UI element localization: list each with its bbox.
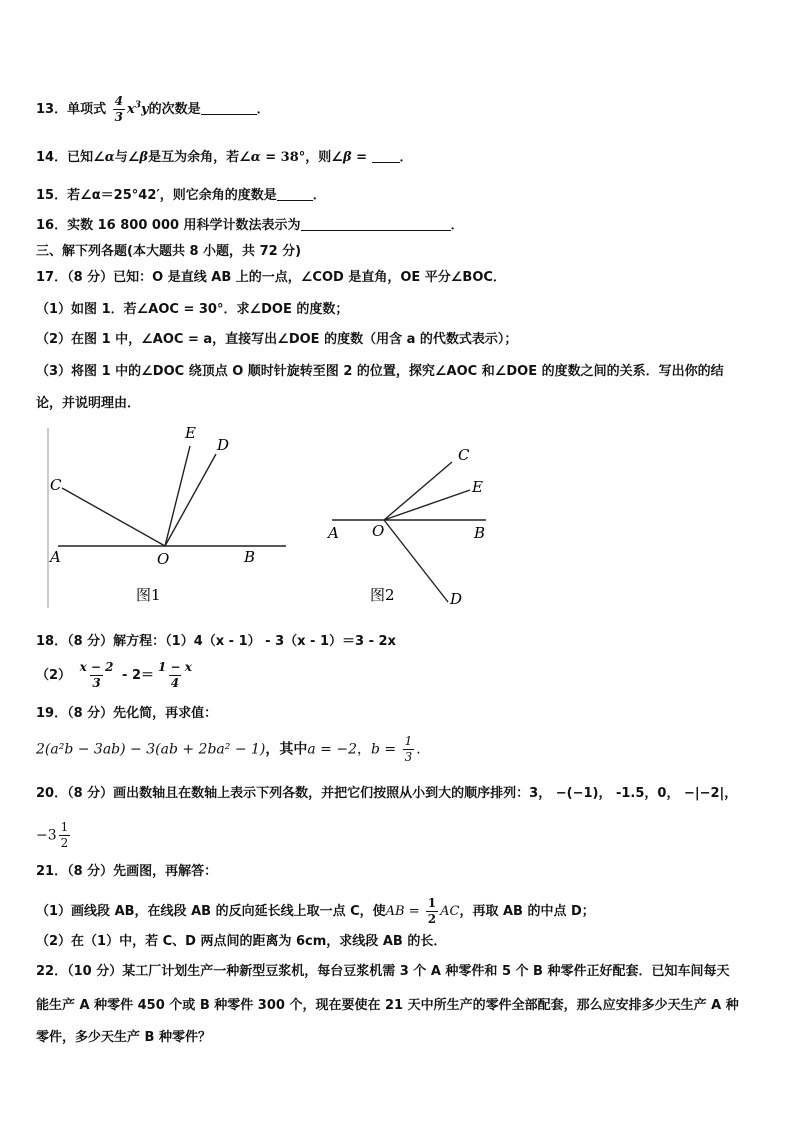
label-O: O (372, 522, 385, 540)
label-C: C (458, 446, 470, 464)
figure-caption: 图1 (136, 586, 161, 604)
question-18-part2: （2） $\frac{x - 2}{3}$ - 2＝ $\frac{1 - x}{4}$ (36, 660, 192, 690)
question-17-part2: （2）在图 1 中，∠AOC = a，直接写出∠DOE 的度数（用含 a 的代数式表示）； (36, 332, 518, 347)
question-20-mixed-number: −3 $\frac{1}{2}$ (36, 820, 69, 850)
question-22-line1: 22．（10 分）某工厂计划生产一种新型豆浆机，每台豆浆机需 3 个 A 种零件和 5 个 B 种零件正好配套．已知车间每天 (36, 964, 730, 979)
figure-1 (40, 420, 290, 610)
question-17-part3: （3）将图 1 中的∠DOC 绕顶点 O 顺时针旋转至图 2 的位置，探究∠AOC 和∠DOE 的度数之间的关系．写出你的结 (36, 364, 724, 379)
fraction: $\frac{x - 2}{3}$ (79, 660, 114, 690)
label-O: O (157, 550, 170, 568)
label-A: A (328, 524, 339, 542)
figure-caption: 图2 (370, 586, 395, 604)
question-19-expression: 2(a²b − 3ab) − 3(ab + 2ba² − 1)，其中a = −2，b = $\frac{1}{3}$ ． (36, 734, 431, 764)
label-B: B (474, 524, 486, 542)
question-21-part2: （2）在（1）中，若 C、D 两点间的距离为 6cm，求线段 AB 的长． (36, 934, 447, 949)
fraction: $\frac{1}{3}$ (404, 734, 413, 764)
question-22-line2: 能生产 A 种零件 450 个或 B 种零件 300 个，现在要使在 21 天中所生产的零件全部配套，那么应安排多少天生产 A 种 (36, 998, 739, 1013)
question-21-head: 21．（8 分）先画图，再解答： (36, 864, 218, 879)
label-B: B (244, 548, 256, 566)
label-D: D (217, 436, 230, 454)
question-17-head: 17．（8 分）已知：O 是直线 AB 上的一点，∠COD 是直角，OE 平分∠BOC． (36, 270, 506, 285)
question-14: 14．已知∠α与∠β是互为余角，若∠α = 38°，则∠β = ． (36, 150, 413, 165)
fraction: $\frac{1}{2}$ (427, 896, 437, 926)
question-17-part3-cont: 论，并说明理由． (36, 396, 141, 411)
figure-2 (318, 436, 508, 608)
answer-blank (277, 186, 313, 201)
fraction: $\frac{4}{3}$ (114, 94, 123, 124)
question-20-head: 20．（8 分）画出数轴且在数轴上表示下列各数，并把它们按照从小到大的顺序排列：3， −(−1)， -1.5，0， −|−2|， (36, 786, 738, 801)
section-title: 三、解下列各题(本大题共 8 小题，共 72 分) (36, 244, 302, 259)
label-E: E (185, 424, 196, 442)
fraction: $\frac{1 - x}{4}$ (158, 660, 192, 690)
question-15: 15．若∠α＝25°42′，则它余角的度数是 ． (36, 188, 326, 203)
question-13: 13．单项式 $\frac{4}{3}$ $x^3y$的次数是 ． (36, 94, 270, 124)
question-number: 13． (36, 102, 68, 117)
question-17-part1: （1）如图 1．若∠AOC = 30°．求∠DOE 的度数； (36, 302, 349, 317)
question-19-head: 19．（8 分）先化简，再求值： (36, 706, 218, 721)
label-C: C (50, 476, 62, 494)
fraction: $\frac{1}{2}$ (60, 820, 69, 850)
label-D: D (450, 590, 463, 608)
answer-blank (201, 100, 257, 115)
label-A: A (50, 548, 61, 566)
answer-blank (301, 216, 451, 231)
answer-blank (372, 148, 400, 163)
question-21-part1: （1）画线段 AB，在线段 AB 的反向延长线上取一点 C，使AB = $\frac{1}{2}$ AC，再取 AB 的中点 D； (36, 896, 595, 926)
label-E: E (472, 478, 483, 496)
question-18-head: 18．（8 分）解方程：（1）4（x - 1） - 3（x - 1）＝3 - 2x (36, 634, 396, 649)
question-22-line3: 零件，多少天生产 B 种零件？ (36, 1030, 211, 1045)
question-16: 16．实数 16 800 000 用科学计数法表示为 ． (36, 218, 464, 233)
